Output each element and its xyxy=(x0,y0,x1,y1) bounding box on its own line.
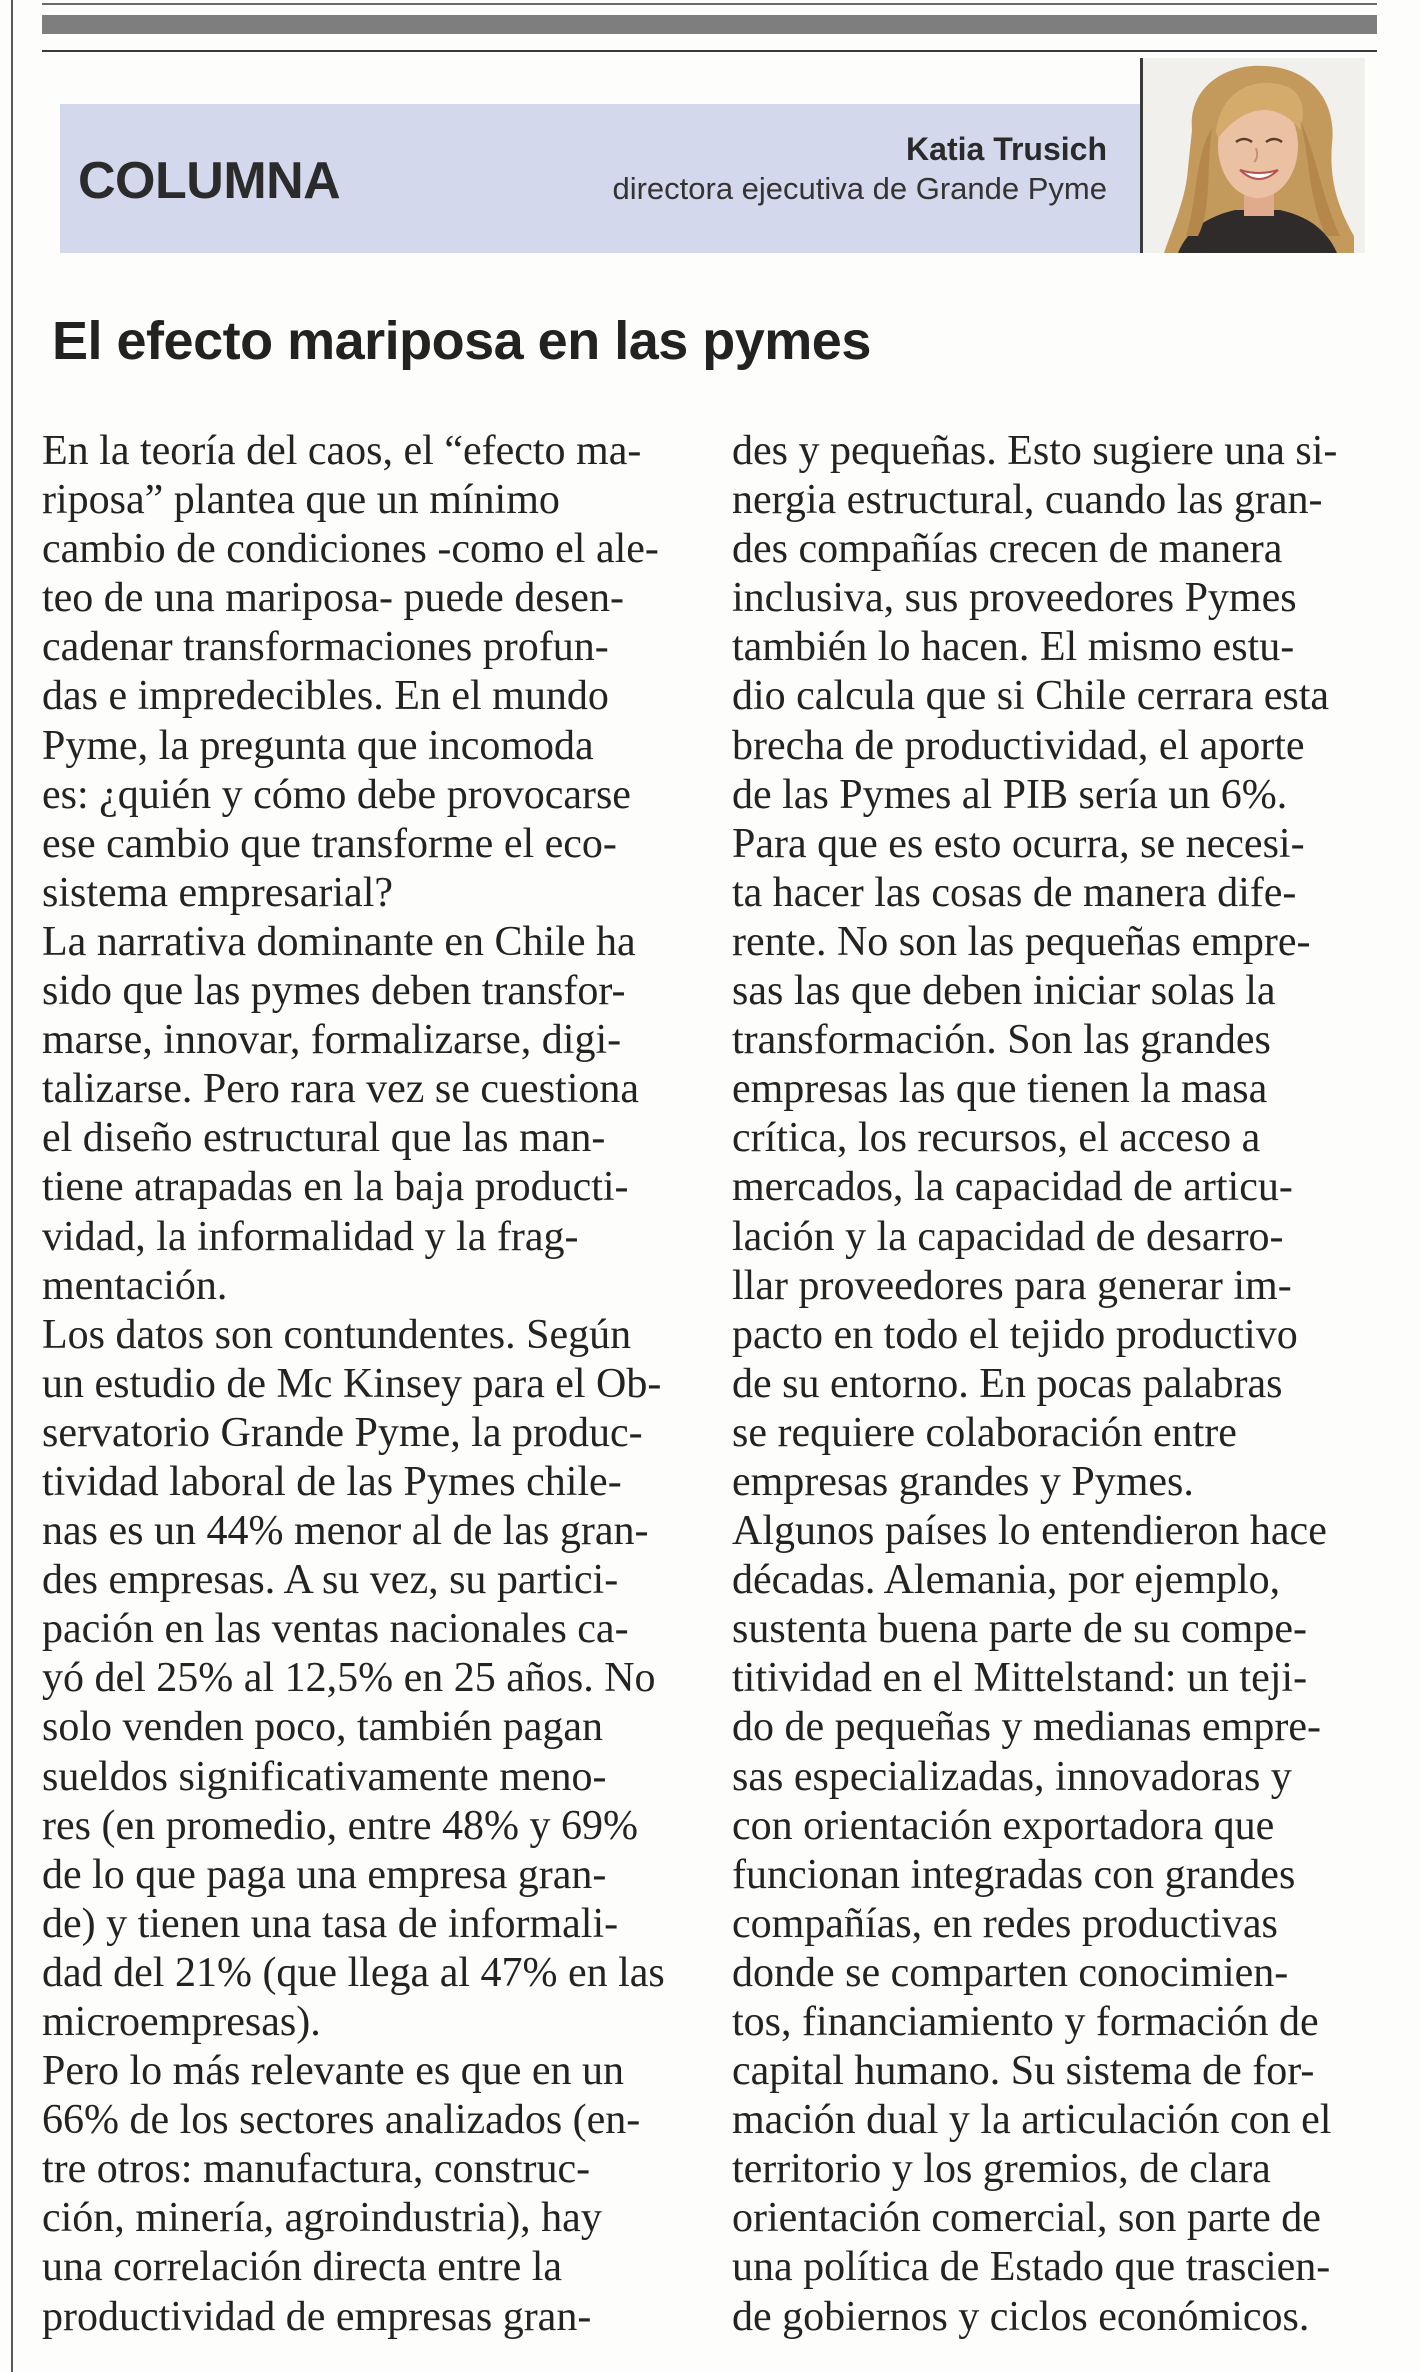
left-border-rule xyxy=(11,0,13,2372)
article-line: Para que es esto ocurra, se necesi- xyxy=(732,820,1305,867)
article-line: compañías, en redes productivas xyxy=(732,1900,1278,1947)
article-line: microempresas). xyxy=(42,1999,321,2045)
article-line: también lo hacen. El mismo estu- xyxy=(732,624,1295,671)
article-line: tre otros: manufactura, construc- xyxy=(42,2146,591,2193)
article-line: do de pequeñas y medianas empre- xyxy=(732,1704,1321,1751)
article-line: donde se comparten conocimien- xyxy=(732,1949,1289,1996)
article-line: sido que las pymes deben transfor- xyxy=(42,968,626,1015)
author-name: Katia Trusich xyxy=(906,131,1107,167)
article-line: sas especializadas, innovadoras y xyxy=(732,1753,1292,1800)
article-line: décadas. Alemania, por ejemplo, xyxy=(732,1557,1281,1604)
article-line: nas es un 44% menor al de las gran- xyxy=(42,1508,649,1555)
article-line: riposa” plantea que un mínimo xyxy=(42,477,560,524)
article-line: un estudio de Mc Kinsey para el Ob- xyxy=(42,1360,662,1407)
article-line: ción, minería, agroindustria), hay xyxy=(42,2195,602,2242)
article-line: tos, financiamiento y formación de xyxy=(732,1999,1319,2045)
article-line: lación y la capacidad de desarro- xyxy=(732,1213,1284,1260)
article-line: ese cambio que transforme el eco- xyxy=(42,820,617,867)
article-line: crítica, los recursos, el acceso a xyxy=(732,1115,1261,1162)
article-line: territorio y los gremios, de clara xyxy=(732,2146,1271,2193)
article-line: empresas grandes y Pymes. xyxy=(732,1458,1194,1505)
article-line: productividad de empresas gran- xyxy=(42,2293,592,2340)
article-line: des empresas. A su vez, su partici- xyxy=(42,1557,619,1604)
article-line: 66% de los sectores analizados (en- xyxy=(42,2097,641,2144)
article-line: vidad, la informalidad y la frag- xyxy=(42,1213,579,1260)
top-gray-bar xyxy=(42,15,1377,34)
article-line: titividad en el Mittelstand: un teji- xyxy=(732,1655,1308,1702)
article-line: sistema empresarial? xyxy=(42,869,394,916)
article-line: tiene atrapadas en la baja producti- xyxy=(42,1164,629,1211)
article-line: el diseño estructural que las man- xyxy=(42,1115,606,1162)
article-line: con orientación exportadora que xyxy=(732,1802,1275,1849)
article-line: una política de Estado que trascien- xyxy=(732,2244,1331,2291)
article-column-right xyxy=(732,427,1382,2342)
article-line: pacto en todo el tejido productivo xyxy=(732,1311,1298,1358)
article-line: funcionan integradas con grandes xyxy=(732,1851,1296,1898)
headline: El efecto mariposa en las pymes xyxy=(52,311,871,371)
article-line: talizarse. Pero rara vez se cuestiona xyxy=(42,1066,640,1113)
article-line: Pero lo más relevante es que en un xyxy=(42,2048,624,2095)
article-line: de las Pymes al PIB sería un 6%. xyxy=(732,771,1288,818)
article-column-left xyxy=(42,427,692,2342)
article-line: Algunos países lo entendieron hace xyxy=(732,1508,1327,1555)
article-line: una correlación directa entre la xyxy=(42,2244,563,2291)
article-line: mación dual y la articulación con el xyxy=(732,2097,1332,2144)
article-line: sustenta buena parte de su compe- xyxy=(732,1606,1307,1653)
article-line: rente. No son las pequeñas empre- xyxy=(732,918,1311,965)
article-line: En la teoría del caos, el “efecto ma- xyxy=(42,428,642,474)
article-line: La narrativa dominante en Chile ha xyxy=(42,918,636,965)
article-line: pación en las ventas nacionales ca- xyxy=(42,1606,629,1653)
article-line: Pyme, la pregunta que incomoda xyxy=(42,722,594,769)
article-line: teo de una mariposa- puede desen- xyxy=(42,575,624,622)
article-line: es: ¿quién y cómo debe provocarse xyxy=(42,771,631,818)
article-line: servatorio Grande Pyme, la produc- xyxy=(42,1409,643,1456)
article-line: sas las que deben iniciar solas la xyxy=(732,968,1276,1015)
article-line: solo venden poco, también pagan xyxy=(42,1704,604,1751)
article-line: inclusiva, sus proveedores Pymes xyxy=(732,575,1297,622)
article-line: des compañías crecen de manera xyxy=(732,526,1283,573)
article-line: cambio de condiciones -como el ale- xyxy=(42,526,659,573)
section-label: COLUMNA xyxy=(78,152,341,210)
article-line: dad del 21% (que llega al 47% en las xyxy=(42,1949,665,1996)
article-line: mercados, la capacidad de articu- xyxy=(732,1164,1293,1211)
article-line: de gobiernos y ciclos económicos. xyxy=(732,2293,1310,2340)
article-line: mentación. xyxy=(42,1262,228,1309)
article-line: orientación comercial, son parte de xyxy=(732,2195,1321,2242)
article-line: yó del 25% al 12,5% en 25 años. No xyxy=(42,1655,656,1702)
article-line: llar proveedores para generar im- xyxy=(732,1262,1292,1309)
article-line: de lo que paga una empresa gran- xyxy=(42,1851,607,1898)
author-photo xyxy=(1140,58,1365,253)
article-line: brecha de productividad, el aporte xyxy=(732,722,1305,769)
article-line: des y pequeñas. Esto sugiere una si- xyxy=(732,428,1338,474)
article-line: tividad laboral de las Pymes chile- xyxy=(42,1458,622,1505)
article-line: transformación. Son las grandes xyxy=(732,1017,1271,1064)
article-line: cadenar transformaciones profun- xyxy=(42,624,609,671)
article-line: empresas las que tienen la masa xyxy=(732,1066,1268,1113)
top-hairline-rule xyxy=(42,3,1377,5)
article-line: marse, innovar, formalizarse, digi- xyxy=(42,1017,622,1064)
article-line: das e impredecibles. En el mundo xyxy=(42,673,609,720)
author-role: directora ejecutiva de Grande Pyme xyxy=(612,171,1107,206)
article-line: sueldos significativamente meno- xyxy=(42,1753,607,1800)
article-line: ta hacer las cosas de manera dife- xyxy=(732,869,1297,916)
article-line: Los datos son contundentes. Según xyxy=(42,1311,632,1358)
article-line: dio calcula que si Chile cerrara esta xyxy=(732,673,1330,720)
article-line: res (en promedio, entre 48% y 69% xyxy=(42,1802,638,1849)
article-line: se requiere colaboración entre xyxy=(732,1409,1237,1456)
article-line: de) y tienen una tasa de informali- xyxy=(42,1900,619,1947)
top-under-rule xyxy=(42,50,1377,52)
author-portrait-image xyxy=(1140,58,1365,253)
article-line: capital humano. Su sistema de for- xyxy=(732,2048,1315,2095)
article-line: de su entorno. En pocas palabras xyxy=(732,1360,1283,1407)
article-line: nergia estructural, cuando las gran- xyxy=(732,477,1323,524)
